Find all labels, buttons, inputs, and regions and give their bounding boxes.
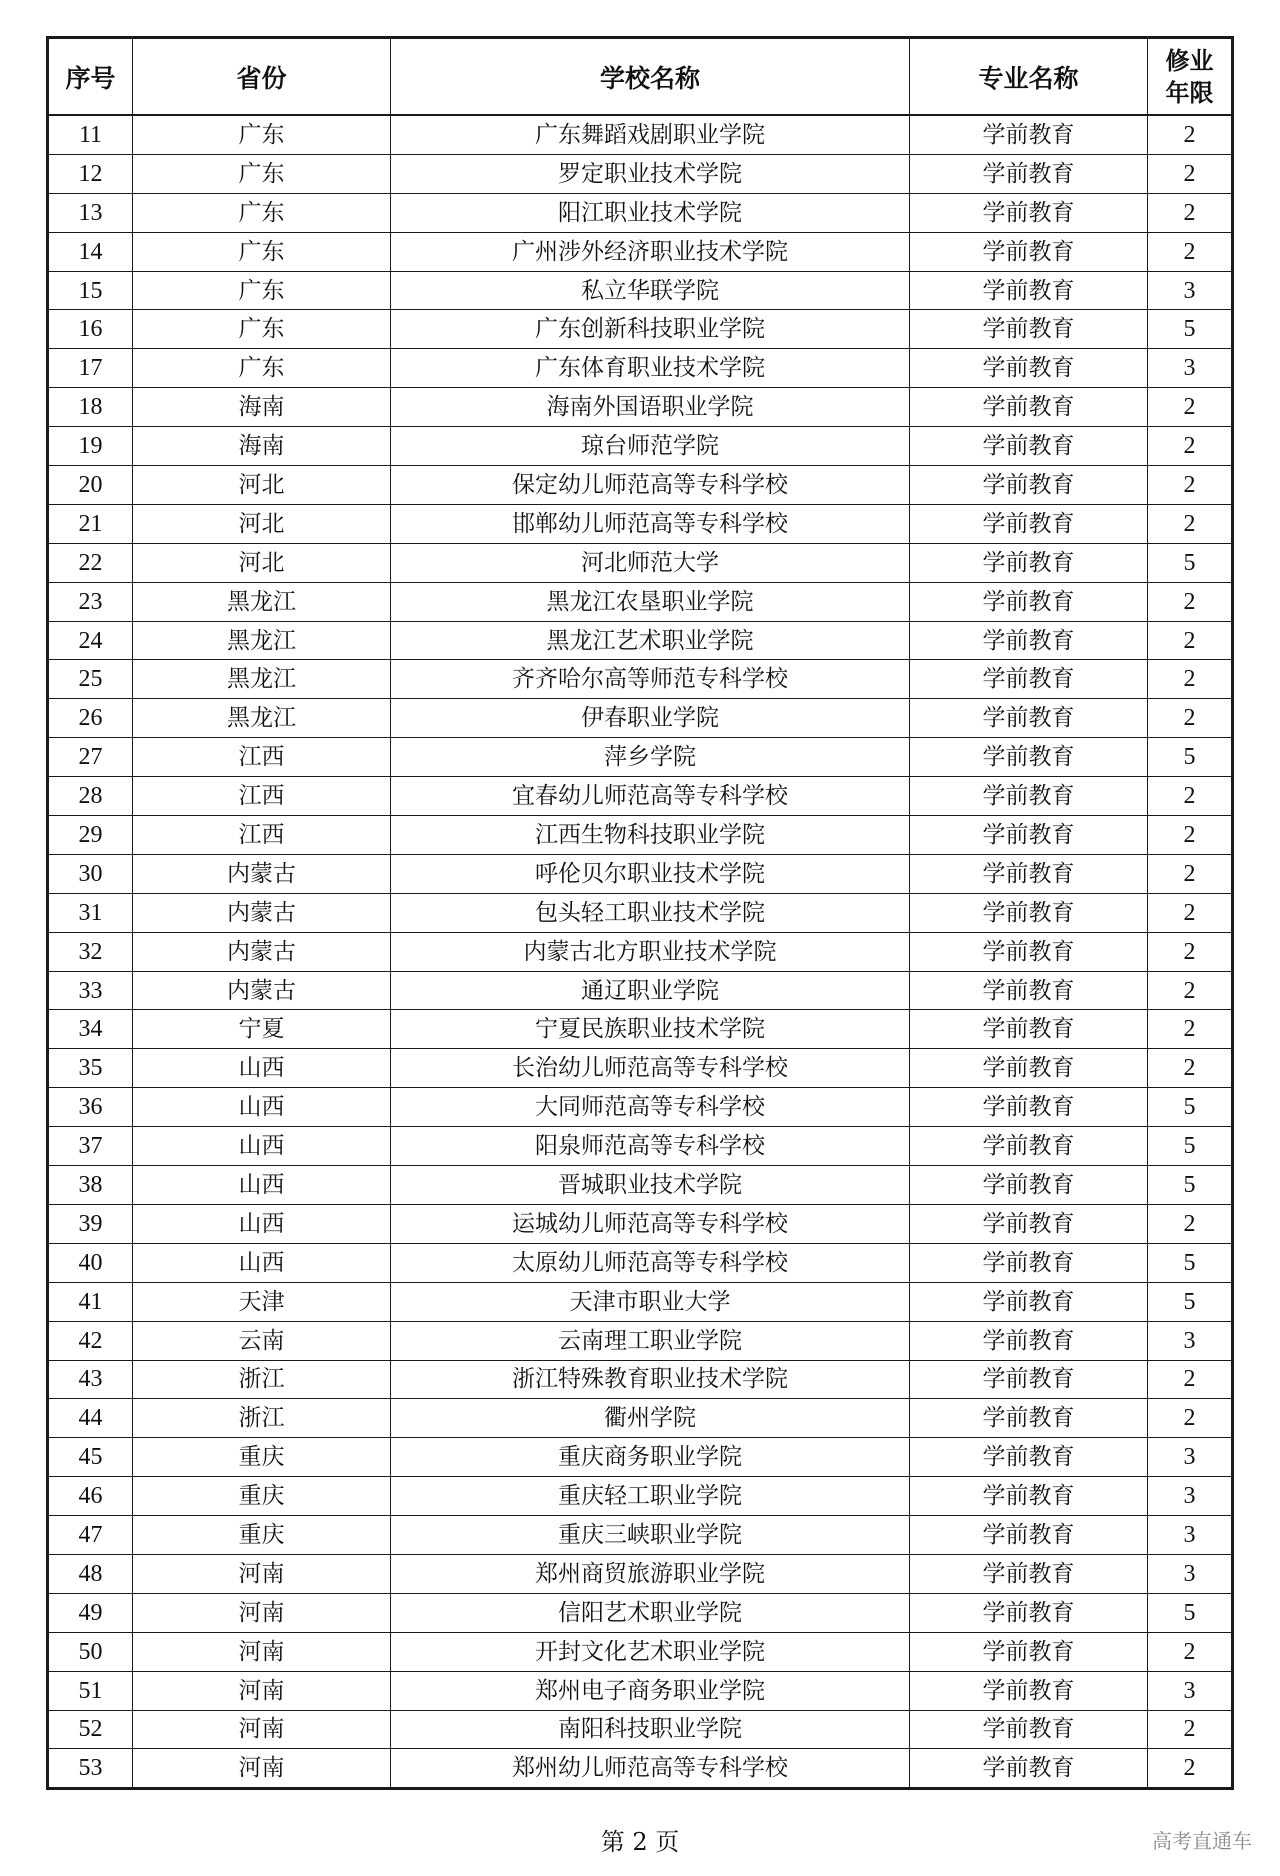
cell-major: 学前教育 [910,1360,1148,1399]
cell-no: 27 [49,738,133,777]
cell-no: 15 [49,271,133,310]
cell-no: 13 [49,193,133,232]
table-row [49,1088,1232,1127]
cell-school: 海南外国语职业学院 [391,388,910,427]
cell-province: 河南 [133,1710,391,1749]
cell-major: 学前教育 [910,193,1148,232]
table-row [49,1477,1232,1516]
cell-no: 25 [49,660,133,699]
cell-school: 伊春职业学院 [391,699,910,738]
cell-province: 黑龙江 [133,621,391,660]
cell-years: 2 [1148,971,1232,1010]
cell-major: 学前教育 [910,854,1148,893]
cell-province: 内蒙古 [133,971,391,1010]
cell-school: 重庆商务职业学院 [391,1438,910,1477]
cell-no: 41 [49,1282,133,1321]
table-row [49,1710,1232,1749]
cell-school: 云南理工职业学院 [391,1321,910,1360]
cell-years: 2 [1148,932,1232,971]
cell-province: 河南 [133,1749,391,1788]
cell-major: 学前教育 [910,932,1148,971]
cell-school: 宜春幼儿师范高等专科学校 [391,777,910,816]
cell-major: 学前教育 [910,388,1148,427]
cell-school: 萍乡学院 [391,738,910,777]
cell-province: 山西 [133,1127,391,1166]
cell-major: 学前教育 [910,1010,1148,1049]
table-row [49,193,1232,232]
table-row [49,466,1232,505]
cell-major: 学前教育 [910,504,1148,543]
cell-no: 34 [49,1010,133,1049]
cell-no: 21 [49,504,133,543]
cell-years: 2 [1148,193,1232,232]
cell-province: 海南 [133,388,391,427]
cell-years: 2 [1148,466,1232,505]
cell-years: 5 [1148,1243,1232,1282]
cell-years: 5 [1148,1593,1232,1632]
cell-years: 2 [1148,1204,1232,1243]
cell-major: 学前教育 [910,699,1148,738]
cell-province: 山西 [133,1088,391,1127]
cell-years: 2 [1148,1360,1232,1399]
cell-major: 学前教育 [910,971,1148,1010]
table-row [49,1671,1232,1710]
cell-school: 广东创新科技职业学院 [391,310,910,349]
cell-school: 长治幼儿师范高等专科学校 [391,1049,910,1088]
cell-province: 广东 [133,193,391,232]
cell-years: 5 [1148,738,1232,777]
header-years-line2: 年限 [1165,78,1214,107]
cell-major: 学前教育 [910,738,1148,777]
cell-no: 11 [49,115,133,154]
cell-province: 广东 [133,310,391,349]
cell-major: 学前教育 [910,1749,1148,1788]
cell-no: 20 [49,466,133,505]
cell-years: 2 [1148,621,1232,660]
table-row [49,427,1232,466]
cell-school: 开封文化艺术职业学院 [391,1632,910,1671]
cell-province: 山西 [133,1049,391,1088]
cell-no: 23 [49,582,133,621]
cell-major: 学前教育 [910,310,1148,349]
table-header-row [49,39,1232,116]
cell-major: 学前教育 [910,115,1148,154]
cell-years: 2 [1148,777,1232,816]
cell-no: 30 [49,854,133,893]
cell-years: 2 [1148,232,1232,271]
cell-no: 26 [49,699,133,738]
table-row [49,271,1232,310]
cell-province: 黑龙江 [133,699,391,738]
cell-school: 郑州电子商务职业学院 [391,1671,910,1710]
cell-no: 16 [49,310,133,349]
page-number: 第 2 页 [600,1828,680,1856]
cell-no: 37 [49,1127,133,1166]
cell-province: 山西 [133,1204,391,1243]
cell-no: 39 [49,1204,133,1243]
cell-province: 河南 [133,1671,391,1710]
watermark: 高考直通车 [1152,1829,1252,1853]
cell-years: 2 [1148,1010,1232,1049]
table-row [49,1438,1232,1477]
cell-no: 32 [49,932,133,971]
cell-no: 33 [49,971,133,1010]
cell-major: 学前教育 [910,1088,1148,1127]
cell-province: 浙江 [133,1399,391,1438]
cell-province: 海南 [133,427,391,466]
cell-school: 包头轻工职业技术学院 [391,893,910,932]
cell-major: 学前教育 [910,1166,1148,1205]
table-row [49,932,1232,971]
cell-province: 广东 [133,349,391,388]
cell-province: 内蒙古 [133,854,391,893]
cell-province: 广东 [133,232,391,271]
cell-years: 2 [1148,1632,1232,1671]
cell-school: 黑龙江艺术职业学院 [391,621,910,660]
table-row [49,1593,1232,1632]
cell-school: 广东舞蹈戏剧职业学院 [391,115,910,154]
cell-years: 2 [1148,115,1232,154]
cell-major: 学前教育 [910,466,1148,505]
cell-province: 重庆 [133,1438,391,1477]
header-years-line1: 修业 [1165,46,1214,75]
cell-school: 私立华联学院 [391,271,910,310]
cell-province: 广东 [133,154,391,193]
cell-years: 3 [1148,1477,1232,1516]
cell-school: 郑州商贸旅游职业学院 [391,1554,910,1593]
table-row [49,893,1232,932]
cell-school: 南阳科技职业学院 [391,1710,910,1749]
cell-major: 学前教育 [910,1243,1148,1282]
cell-major: 学前教育 [910,1554,1148,1593]
cell-province: 云南 [133,1321,391,1360]
cell-major: 学前教育 [910,621,1148,660]
header-school: 学校名称 [391,39,910,116]
cell-years: 2 [1148,660,1232,699]
cell-school: 太原幼儿师范高等专科学校 [391,1243,910,1282]
cell-major: 学前教育 [910,1321,1148,1360]
cell-major: 学前教育 [910,816,1148,855]
cell-no: 19 [49,427,133,466]
cell-province: 浙江 [133,1360,391,1399]
cell-no: 31 [49,893,133,932]
cell-major: 学前教育 [910,1671,1148,1710]
cell-province: 河南 [133,1632,391,1671]
cell-years: 2 [1148,582,1232,621]
table-row [49,1049,1232,1088]
cell-years: 3 [1148,271,1232,310]
cell-school: 广东体育职业技术学院 [391,349,910,388]
cell-years: 2 [1148,1749,1232,1788]
cell-major: 学前教育 [910,1049,1148,1088]
header-province: 省份 [133,39,391,116]
cell-school: 广州涉外经济职业技术学院 [391,232,910,271]
cell-school: 阳江职业技术学院 [391,193,910,232]
cell-school: 衢州学院 [391,1399,910,1438]
table-row [49,1204,1232,1243]
cell-province: 江西 [133,777,391,816]
table-row [49,232,1232,271]
cell-province: 河南 [133,1554,391,1593]
cell-years: 2 [1148,854,1232,893]
cell-years: 3 [1148,1516,1232,1555]
cell-major: 学前教育 [910,1710,1148,1749]
table-row [49,621,1232,660]
cell-major: 学前教育 [910,660,1148,699]
cell-major: 学前教育 [910,543,1148,582]
cell-province: 河北 [133,504,391,543]
cell-years: 2 [1148,1049,1232,1088]
cell-years: 3 [1148,1671,1232,1710]
table-row [49,582,1232,621]
cell-major: 学前教育 [910,893,1148,932]
cell-years: 2 [1148,427,1232,466]
cell-major: 学前教育 [910,1516,1148,1555]
cell-major: 学前教育 [910,271,1148,310]
cell-school: 晋城职业技术学院 [391,1166,910,1205]
cell-major: 学前教育 [910,1127,1148,1166]
cell-years: 3 [1148,1321,1232,1360]
cell-no: 45 [49,1438,133,1477]
cell-major: 学前教育 [910,154,1148,193]
table-row [49,1399,1232,1438]
cell-major: 学前教育 [910,1282,1148,1321]
cell-province: 江西 [133,816,391,855]
cell-major: 学前教育 [910,349,1148,388]
cell-no: 12 [49,154,133,193]
cell-no: 52 [49,1710,133,1749]
cell-school: 邯郸幼儿师范高等专科学校 [391,504,910,543]
cell-province: 河南 [133,1593,391,1632]
cell-school: 阳泉师范高等专科学校 [391,1127,910,1166]
cell-years: 3 [1148,1554,1232,1593]
cell-major: 学前教育 [910,582,1148,621]
cell-school: 大同师范高等专科学校 [391,1088,910,1127]
cell-province: 广东 [133,115,391,154]
cell-years: 2 [1148,504,1232,543]
cell-school: 重庆轻工职业学院 [391,1477,910,1516]
cell-years: 2 [1148,699,1232,738]
cell-province: 内蒙古 [133,932,391,971]
table-row [49,660,1232,699]
cell-province: 广东 [133,271,391,310]
cell-no: 53 [49,1749,133,1788]
cell-province: 黑龙江 [133,582,391,621]
cell-province: 河北 [133,543,391,582]
cell-province: 山西 [133,1243,391,1282]
cell-years: 3 [1148,349,1232,388]
table-row [49,1749,1232,1788]
table-row [49,816,1232,855]
table-row [49,310,1232,349]
cell-years: 5 [1148,1166,1232,1205]
cell-school: 罗定职业技术学院 [391,154,910,193]
cell-province: 江西 [133,738,391,777]
cell-school: 浙江特殊教育职业技术学院 [391,1360,910,1399]
cell-years: 5 [1148,310,1232,349]
table-row [49,1127,1232,1166]
table-row [49,543,1232,582]
cell-province: 内蒙古 [133,893,391,932]
table-row [49,1360,1232,1399]
cell-years: 2 [1148,816,1232,855]
cell-school: 黑龙江农垦职业学院 [391,582,910,621]
cell-school: 通辽职业学院 [391,971,910,1010]
cell-school: 琼台师范学院 [391,427,910,466]
table-row [49,1243,1232,1282]
cell-no: 22 [49,543,133,582]
table-row [49,1632,1232,1671]
table-row [49,971,1232,1010]
cell-no: 24 [49,621,133,660]
cell-school: 江西生物科技职业学院 [391,816,910,855]
table-row [49,1554,1232,1593]
header-years [1148,39,1232,116]
cell-major: 学前教育 [910,232,1148,271]
cell-years: 2 [1148,893,1232,932]
cell-school: 齐齐哈尔高等师范专科学校 [391,660,910,699]
cell-major: 学前教育 [910,1438,1148,1477]
cell-major: 学前教育 [910,1204,1148,1243]
header-no: 序号 [49,39,133,116]
table-body [49,115,1232,1788]
table-row [49,388,1232,427]
cell-major: 学前教育 [910,777,1148,816]
cell-province: 天津 [133,1282,391,1321]
table-row [49,777,1232,816]
cell-school: 河北师范大学 [391,543,910,582]
cell-school: 保定幼儿师范高等专科学校 [391,466,910,505]
table-row [49,504,1232,543]
cell-no: 51 [49,1671,133,1710]
cell-years: 5 [1148,1088,1232,1127]
cell-years: 3 [1148,1438,1232,1477]
cell-no: 29 [49,816,133,855]
table-row [49,154,1232,193]
cell-province: 河北 [133,466,391,505]
cell-years: 2 [1148,1399,1232,1438]
cell-school: 运城幼儿师范高等专科学校 [391,1204,910,1243]
table-row [49,1321,1232,1360]
cell-province: 黑龙江 [133,660,391,699]
cell-years: 5 [1148,1282,1232,1321]
table-row [49,1282,1232,1321]
cell-no: 49 [49,1593,133,1632]
school-list-table [48,38,1232,1788]
table-row [49,854,1232,893]
cell-no: 47 [49,1516,133,1555]
table-row [49,699,1232,738]
cell-major: 学前教育 [910,427,1148,466]
cell-years: 2 [1148,1710,1232,1749]
cell-no: 36 [49,1088,133,1127]
table-row [49,349,1232,388]
cell-province: 重庆 [133,1516,391,1555]
cell-major: 学前教育 [910,1593,1148,1632]
cell-no: 43 [49,1360,133,1399]
cell-school: 内蒙古北方职业技术学院 [391,932,910,971]
cell-province: 宁夏 [133,1010,391,1049]
cell-province: 重庆 [133,1477,391,1516]
cell-no: 42 [49,1321,133,1360]
cell-no: 35 [49,1049,133,1088]
cell-school: 呼伦贝尔职业技术学院 [391,854,910,893]
cell-years: 2 [1148,154,1232,193]
cell-major: 学前教育 [910,1399,1148,1438]
cell-no: 17 [49,349,133,388]
header-major: 专业名称 [910,39,1148,116]
cell-no: 46 [49,1477,133,1516]
cell-no: 44 [49,1399,133,1438]
table-row [49,1010,1232,1049]
cell-school: 信阳艺术职业学院 [391,1593,910,1632]
cell-no: 40 [49,1243,133,1282]
cell-no: 38 [49,1166,133,1205]
cell-years: 5 [1148,1127,1232,1166]
table-row [49,738,1232,777]
cell-school: 郑州幼儿师范高等专科学校 [391,1749,910,1788]
cell-no: 28 [49,777,133,816]
table-row [49,1166,1232,1205]
cell-school: 天津市职业大学 [391,1282,910,1321]
table-row [49,115,1232,154]
cell-school: 宁夏民族职业技术学院 [391,1010,910,1049]
cell-no: 48 [49,1554,133,1593]
cell-school: 重庆三峡职业学院 [391,1516,910,1555]
cell-major: 学前教育 [910,1477,1148,1516]
table-row [49,1516,1232,1555]
cell-province: 山西 [133,1166,391,1205]
cell-major: 学前教育 [910,1632,1148,1671]
cell-years: 2 [1148,388,1232,427]
cell-no: 50 [49,1632,133,1671]
cell-years: 5 [1148,543,1232,582]
cell-no: 18 [49,388,133,427]
cell-no: 14 [49,232,133,271]
